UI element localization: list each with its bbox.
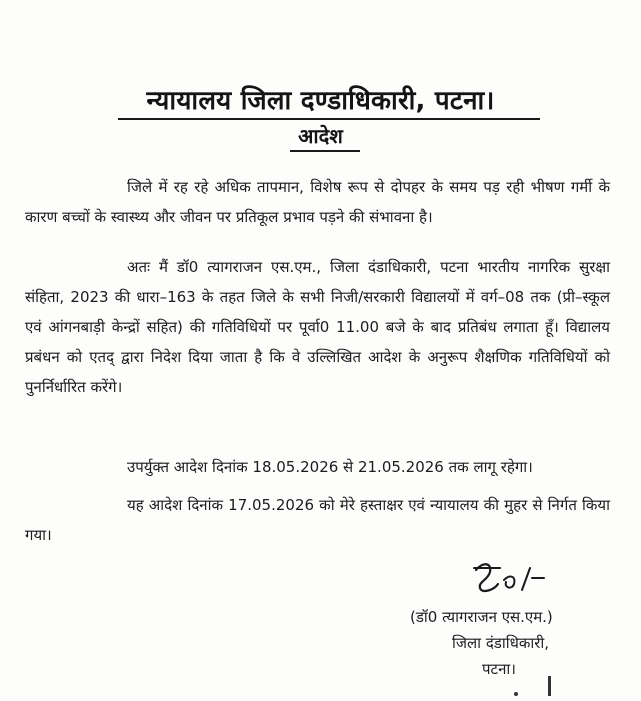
- handwritten-signature: [470, 556, 550, 598]
- scan-artifact-dot: [514, 692, 518, 696]
- signatory-place: पटना।: [482, 660, 516, 678]
- paragraph-effective-dates: उपर्युक्त आदेश दिनांक 18.05.2026 से 21.05.2026 तक लागू रहेगा।: [127, 458, 533, 476]
- signature-block: [396, 604, 616, 682]
- paragraph-heat-warning: जिले में रह रहे अधिक तापमान, विशेष रूप से दोपहर के समय पड़ रही भीषण गर्मी के कारण बच्चों के स्वास्थ्य और जीवन पर प्रतिकूल प्रभाव पड़ने की संभावना है।: [25, 178, 610, 226]
- scan-artifact-line: [548, 676, 551, 696]
- subheading-underline: [290, 150, 360, 152]
- court-heading: न्यायालय जिला दण्डाधिकारी, पटना।: [146, 86, 495, 116]
- heading-underline: [118, 118, 540, 120]
- order-subheading: आदेश: [298, 124, 343, 148]
- signatory-designation: जिला दंडाधिकारी,: [452, 634, 550, 652]
- paragraph-restriction-order: अतः मैं डॉ0 त्यागराजन एस.एम., जिला दंडाधिकारी, पटना भारतीय नागरिक सुरक्षा संहिता, 2023 की धारा–163 के तहत जिले के सभी निजी/सरकारी विद्यालयों में वर्ग–08 तक (प्री–स्कूल एवं आंगनबाड़ी केन्द्रों सहित) की गतिविधियों पर पूर्वा0 11.00 बजे के बाद प्रतिबंध लगाता हूँ। विद्यालय प्रबंधन को एतद् द्वारा निदेश दिया जाता है कि वे उल्लिखित आदेश के अनुरूप शैक्षणिक गतिविधियों को पुनर्निर्धारित करेंगे।: [25, 258, 610, 396]
- signatory-name: (डॉ0 त्यागराजन एस.एम.): [410, 608, 553, 626]
- paragraph-issue-date: यह आदेश दिनांक 17.05.2026 को मेरे हस्ताक्षर एवं न्यायालय की मुहर से निर्गत किया गया।: [25, 496, 610, 544]
